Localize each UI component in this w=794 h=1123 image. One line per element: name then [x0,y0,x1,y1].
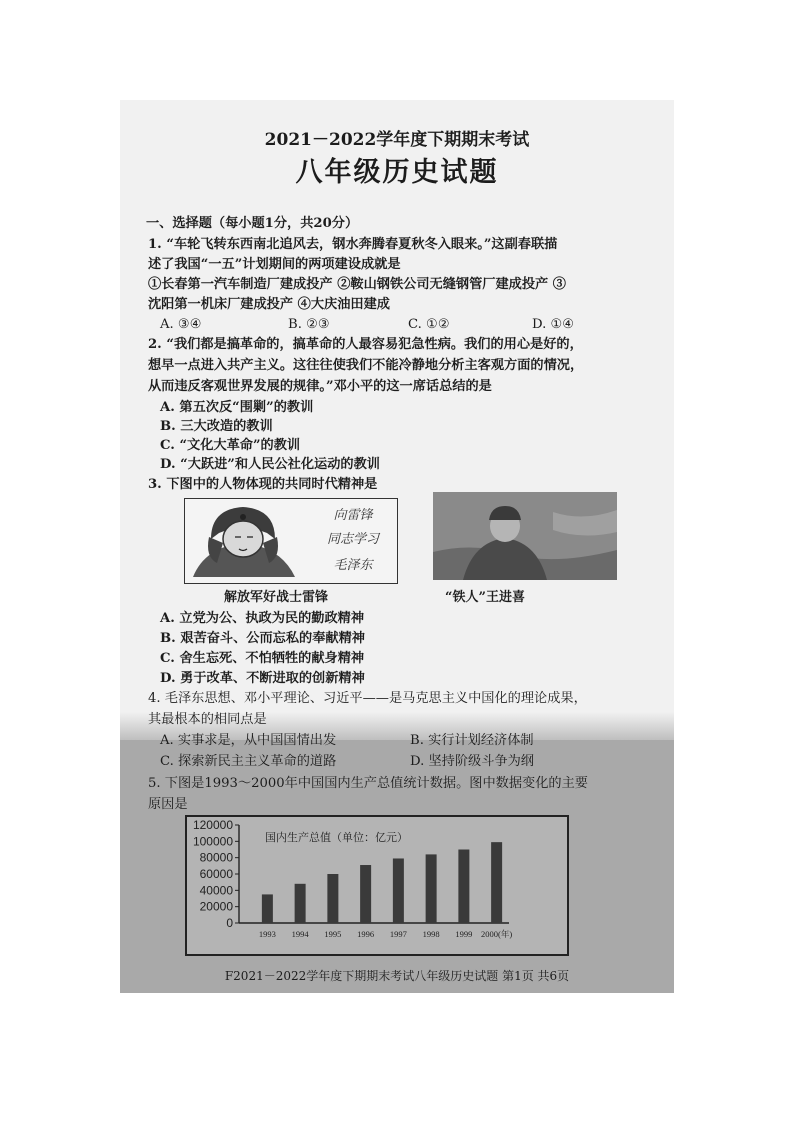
bar-1993 [262,894,273,923]
q3-option-c: C. 舍生忘死、不怕牺牲的献身精神 [160,651,365,666]
q5-stem-line2: 原因是 [148,797,188,812]
y-tick-label: 0 [226,916,233,930]
gdp-chart [185,815,569,956]
q2-stem-line2: 想早一点进入共产主义。这往往使我们不能冷静地分析主客观方面的情况， [148,358,584,373]
q2-option-d: D. “大跃进”和人民公社化运动的教训 [160,457,380,472]
exam-term-title: 2021－2022学年度下期期末考试 [264,130,530,150]
bar-1996 [360,865,371,923]
x-tick-label: 1995 [324,929,342,939]
calligraphy-signature: 毛泽东 [333,558,373,573]
q4-stem-line1: 4. 毛泽东思想、邓小平理论、习近平——是马克思主义中国化的理论成果， [148,691,587,706]
q3-option-a: A. 立党为公、执政为民的勤政精神 [160,611,365,626]
calligraphy-line1: 向雷锋 [333,508,373,523]
caption-lei-feng: 解放军好战士雷锋 [224,590,329,605]
wang-jinxi-illustration [433,492,617,580]
q1-stem-line3: ①长春第一汽车制造厂建成投产 ②鞍山钢铁公司无缝钢管厂建成投产 ③ [148,277,566,292]
q3-stem: 3. 下图中的人物体现的共同时代精神是 [148,477,378,492]
x-tick-label: 1994 [291,929,309,939]
page-footer: F2021－2022学年度下期期末考试八年级历史试题 第1页 共6页 [224,969,570,983]
caption-wang-jinxi: “铁人”王进喜 [445,590,525,605]
q4-stem-line2: 其最根本的相同点是 [148,712,267,727]
q4-option-d: D. 坚持阶级斗争为纲 [410,754,534,769]
q3-option-d: D. 勇于改革、不断进取的创新精神 [160,671,365,686]
y-tick-label: 100000 [192,834,233,849]
q3-option-b: B. 艰苦奋斗、公而忘私的奉献精神 [160,631,365,646]
bar-1998 [426,854,437,923]
bar-1995 [327,874,338,923]
q5-stem-line1: 5. 下图是1993～2000年中国国内生产总值统计数据。图中数据变化的主要 [148,776,588,791]
y-tick-label: 60000 [199,867,233,881]
x-tick-label: 1998 [422,929,440,939]
bar-1994 [295,884,306,923]
calligraphy-line2: 同志学习 [326,532,380,547]
q2-stem-line3: 从而违反客观世界发展的规律。”邓小平的这一席话总结的是 [148,379,492,394]
gdp-chart-svg [187,817,563,950]
q1-option-b: B. ②③ [288,317,330,332]
y-tick-label: 120000 [192,818,233,832]
q4-option-c: C. 探索新民主主义革命的道路 [160,754,337,769]
bar-2000 [491,842,502,923]
bar-1997 [393,858,404,923]
x-tick-label: 2000(年) [481,929,513,939]
lei-feng-illustration [185,499,397,583]
x-tick-label: 1993 [258,929,276,939]
q1-stem-line2: 述了我国“一五”计划期间的两项建设成就是 [148,257,401,272]
section-heading: 一、选择题（每小题1分，共20分） [146,216,359,231]
exam-page [120,100,674,993]
q2-option-a: A. 第五次反“围剿”的教训 [160,400,314,415]
y-tick-label: 80000 [199,850,233,865]
q2-option-c: C. “文化大革命”的教训 [160,438,301,453]
q1-option-d: D. ①④ [532,317,575,332]
y-tick-label: 20000 [199,899,233,914]
wang-jinxi-photo [433,492,617,580]
x-tick-label: 1999 [455,929,473,939]
y-tick-label: 40000 [199,883,233,898]
x-tick-label: 1996 [357,929,375,939]
q1-stem-line1: 1. “车轮飞转东西南北追风去，钢水奔腾春夏秋冬入眼来。”这副春联描 [148,237,558,252]
q2-stem-line1: 2. “我们都是搞革命的，搞革命的人最容易犯急性病。我们的用心是好的， [148,337,583,352]
q4-option-b: B. 实行计划经济体制 [410,733,534,748]
q1-stem-line4: 沈阳第一机床厂建成投产 ④大庆油田建成 [148,297,390,312]
q1-option-a: A. ③④ [160,317,202,332]
q1-option-c: C. ①② [408,317,450,332]
bar-1999 [458,850,469,924]
q2-option-b: B. 三大改造的教训 [160,419,273,434]
x-tick-label: 1997 [389,929,407,939]
q4-option-a: A. 实事求是，从中国国情出发 [160,733,337,748]
lei-feng-picture [184,498,398,584]
chart-title: 国内生产总值（单位：亿元） [265,831,408,844]
exam-subject-title: 八年级历史试题 [295,157,499,188]
